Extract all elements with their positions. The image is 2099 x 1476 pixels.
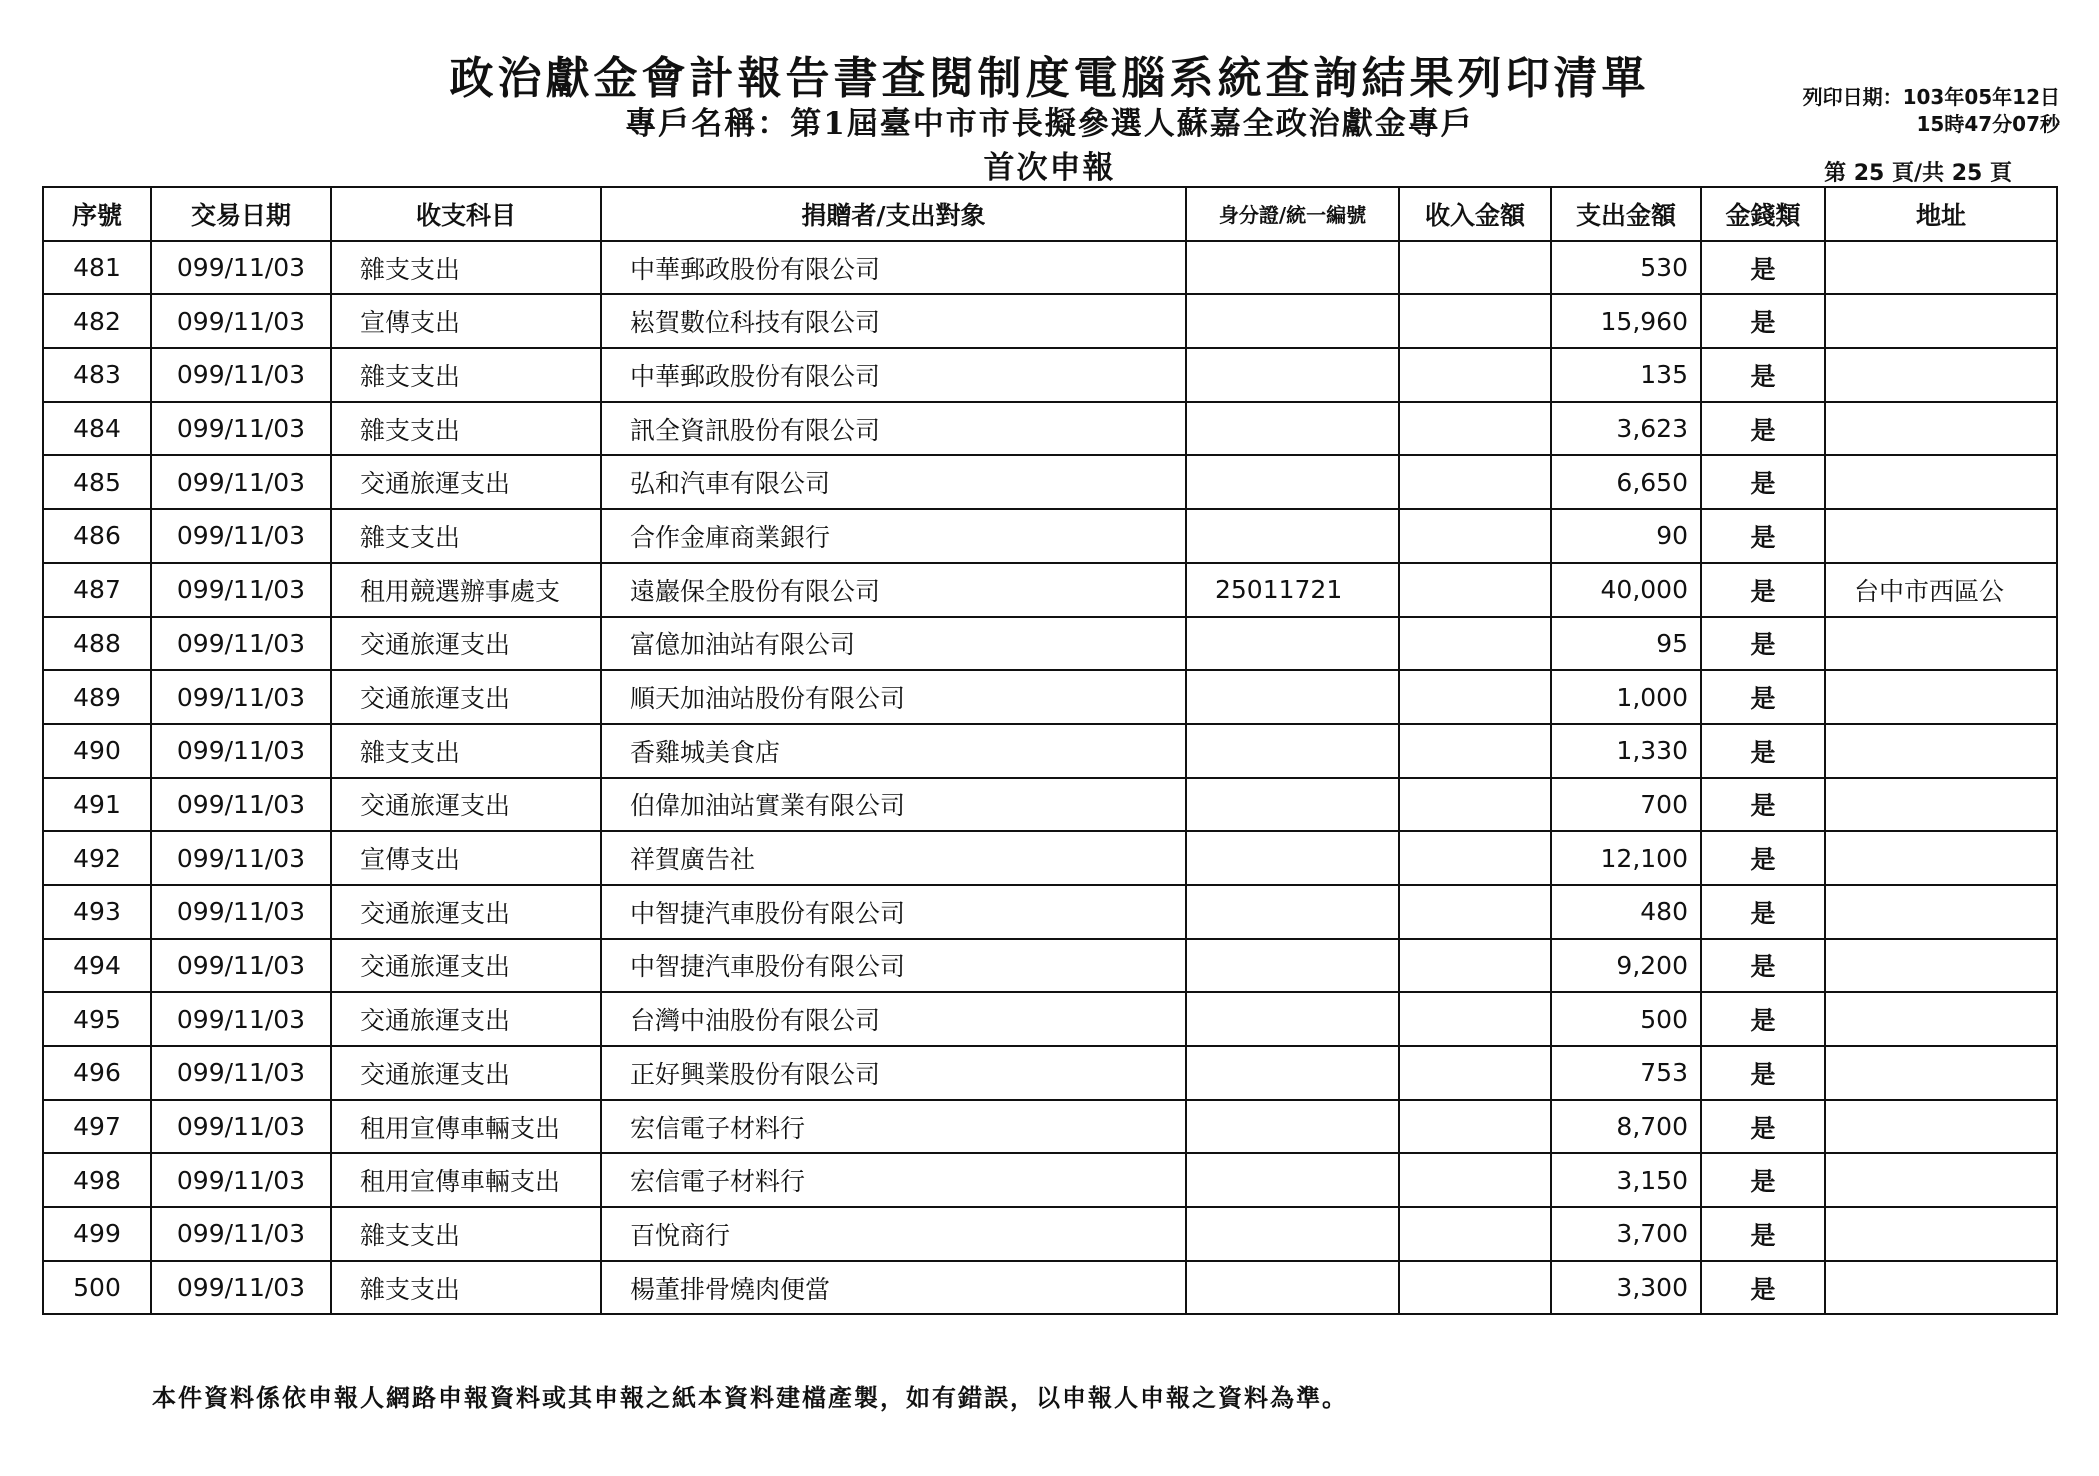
expense-cell: 530 bbox=[1551, 241, 1701, 295]
payee-cell: 中華郵政股份有限公司 bbox=[601, 348, 1186, 402]
category-cell: 雜支支出 bbox=[331, 348, 601, 402]
date-cell: 099/11/03 bbox=[151, 939, 331, 993]
category-cell: 租用競選辦事處支 bbox=[331, 563, 601, 617]
print-date-line: 列印日期：103年05年12日 bbox=[1802, 85, 2060, 109]
category-cell: 雜支支出 bbox=[331, 402, 601, 456]
income-cell bbox=[1399, 1207, 1551, 1261]
report-type: 首次申報 bbox=[983, 150, 1116, 186]
account-name: 專戶名稱：第1屆臺中市市長擬參選人蘇嘉全政治獻金專戶 bbox=[625, 106, 1474, 142]
date-cell: 099/11/03 bbox=[151, 402, 331, 456]
column-header-seq: 序號 bbox=[43, 187, 151, 241]
table-row bbox=[43, 402, 2057, 456]
monetary-cell: 是 bbox=[1701, 241, 1825, 295]
monetary-cell: 是 bbox=[1701, 992, 1825, 1046]
date-cell: 099/11/03 bbox=[151, 348, 331, 402]
payee-cell: 中華郵政股份有限公司 bbox=[601, 241, 1186, 295]
seq-cell: 485 bbox=[43, 455, 151, 509]
income-cell bbox=[1399, 939, 1551, 993]
id-cell bbox=[1186, 724, 1399, 778]
print-time-line: 15時47分07秒 bbox=[1916, 112, 2060, 136]
id-cell bbox=[1186, 1153, 1399, 1207]
income-cell bbox=[1399, 1153, 1551, 1207]
column-header-monetary: 金錢類 bbox=[1701, 187, 1825, 241]
id-cell: 25011721 bbox=[1186, 563, 1399, 617]
date-cell: 099/11/03 bbox=[151, 509, 331, 563]
date-cell: 099/11/03 bbox=[151, 455, 331, 509]
id-cell bbox=[1186, 1046, 1399, 1100]
income-cell bbox=[1399, 402, 1551, 456]
id-cell bbox=[1186, 1261, 1399, 1315]
income-cell bbox=[1399, 241, 1551, 295]
expense-cell: 8,700 bbox=[1551, 1100, 1701, 1154]
column-header-payee: 捐贈者/支出對象 bbox=[601, 187, 1186, 241]
category-cell: 交通旅運支出 bbox=[331, 885, 601, 939]
monetary-cell: 是 bbox=[1701, 1046, 1825, 1100]
seq-cell: 494 bbox=[43, 939, 151, 993]
expense-cell: 135 bbox=[1551, 348, 1701, 402]
date-cell: 099/11/03 bbox=[151, 724, 331, 778]
address-cell bbox=[1825, 778, 2057, 832]
monetary-cell: 是 bbox=[1701, 348, 1825, 402]
table-row bbox=[43, 724, 2057, 778]
income-cell bbox=[1399, 617, 1551, 671]
address-cell: 台中市西區公 bbox=[1825, 563, 2057, 617]
income-cell bbox=[1399, 992, 1551, 1046]
seq-cell: 489 bbox=[43, 670, 151, 724]
document-title: 政治獻金會計報告書查閱制度電腦系統查詢結果列印清單 bbox=[449, 53, 1650, 104]
column-header-date: 交易日期 bbox=[151, 187, 331, 241]
table-row bbox=[43, 1153, 2057, 1207]
table-row bbox=[43, 831, 2057, 885]
address-cell bbox=[1825, 617, 2057, 671]
print-date bbox=[1700, 84, 2060, 138]
seq-cell: 487 bbox=[43, 563, 151, 617]
monetary-cell: 是 bbox=[1701, 294, 1825, 348]
expense-cell: 40,000 bbox=[1551, 563, 1701, 617]
income-cell bbox=[1399, 831, 1551, 885]
address-cell bbox=[1825, 455, 2057, 509]
expense-cell: 3,623 bbox=[1551, 402, 1701, 456]
category-cell: 交通旅運支出 bbox=[331, 617, 601, 671]
column-header-category: 收支科目 bbox=[331, 187, 601, 241]
expense-cell: 9,200 bbox=[1551, 939, 1701, 993]
date-cell: 099/11/03 bbox=[151, 778, 331, 832]
income-cell bbox=[1399, 509, 1551, 563]
column-header-id: 身分證/統一編號 bbox=[1186, 187, 1399, 241]
income-cell bbox=[1399, 724, 1551, 778]
address-cell bbox=[1825, 885, 2057, 939]
income-cell bbox=[1399, 670, 1551, 724]
table-body bbox=[43, 241, 2057, 1315]
category-cell: 宣傳支出 bbox=[331, 831, 601, 885]
monetary-cell: 是 bbox=[1701, 1153, 1825, 1207]
date-cell: 099/11/03 bbox=[151, 563, 331, 617]
expense-cell: 12,100 bbox=[1551, 831, 1701, 885]
date-cell: 099/11/03 bbox=[151, 1261, 331, 1315]
address-cell bbox=[1825, 294, 2057, 348]
category-cell: 交通旅運支出 bbox=[331, 939, 601, 993]
income-cell bbox=[1399, 885, 1551, 939]
income-cell bbox=[1399, 1261, 1551, 1315]
id-cell bbox=[1186, 831, 1399, 885]
table-row bbox=[43, 939, 2057, 993]
category-cell: 雜支支出 bbox=[331, 1261, 601, 1315]
address-cell bbox=[1825, 724, 2057, 778]
table-row bbox=[43, 455, 2057, 509]
table-row bbox=[43, 885, 2057, 939]
expense-cell: 3,300 bbox=[1551, 1261, 1701, 1315]
table-row bbox=[43, 992, 2057, 1046]
id-cell bbox=[1186, 1100, 1399, 1154]
address-cell bbox=[1825, 1153, 2057, 1207]
address-cell bbox=[1825, 831, 2057, 885]
date-cell: 099/11/03 bbox=[151, 241, 331, 295]
id-cell bbox=[1186, 670, 1399, 724]
table-row bbox=[43, 778, 2057, 832]
date-cell: 099/11/03 bbox=[151, 1046, 331, 1100]
date-cell: 099/11/03 bbox=[151, 992, 331, 1046]
expense-cell: 753 bbox=[1551, 1046, 1701, 1100]
address-cell bbox=[1825, 348, 2057, 402]
seq-cell: 492 bbox=[43, 831, 151, 885]
address-cell bbox=[1825, 241, 2057, 295]
date-cell: 099/11/03 bbox=[151, 1100, 331, 1154]
monetary-cell: 是 bbox=[1701, 831, 1825, 885]
payee-cell: 正好興業股份有限公司 bbox=[601, 1046, 1186, 1100]
expense-cell: 500 bbox=[1551, 992, 1701, 1046]
payee-cell: 祥賀廣告社 bbox=[601, 831, 1186, 885]
expense-cell: 480 bbox=[1551, 885, 1701, 939]
page-info: 第 25 頁/共 25 頁 bbox=[1824, 161, 2012, 186]
table-row bbox=[43, 563, 2057, 617]
category-cell: 雜支支出 bbox=[331, 509, 601, 563]
payee-cell: 富億加油站有限公司 bbox=[601, 617, 1186, 671]
expense-cell: 1,000 bbox=[1551, 670, 1701, 724]
transactions-table bbox=[42, 186, 2058, 1315]
expense-cell: 90 bbox=[1551, 509, 1701, 563]
table-row bbox=[43, 670, 2057, 724]
table-row bbox=[43, 509, 2057, 563]
income-cell bbox=[1399, 294, 1551, 348]
payee-cell: 百悅商行 bbox=[601, 1207, 1186, 1261]
seq-cell: 500 bbox=[43, 1261, 151, 1315]
address-cell bbox=[1825, 939, 2057, 993]
monetary-cell: 是 bbox=[1701, 670, 1825, 724]
category-cell: 宣傳支出 bbox=[331, 294, 601, 348]
date-cell: 099/11/03 bbox=[151, 885, 331, 939]
income-cell bbox=[1399, 1100, 1551, 1154]
income-cell bbox=[1399, 1046, 1551, 1100]
monetary-cell: 是 bbox=[1701, 724, 1825, 778]
monetary-cell: 是 bbox=[1701, 885, 1825, 939]
table-row bbox=[43, 241, 2057, 295]
id-cell bbox=[1186, 885, 1399, 939]
date-cell: 099/11/03 bbox=[151, 1153, 331, 1207]
table-row bbox=[43, 1261, 2057, 1315]
monetary-cell: 是 bbox=[1701, 509, 1825, 563]
category-cell: 交通旅運支出 bbox=[331, 455, 601, 509]
id-cell bbox=[1186, 455, 1399, 509]
date-cell: 099/11/03 bbox=[151, 294, 331, 348]
address-cell bbox=[1825, 1046, 2057, 1100]
id-cell bbox=[1186, 778, 1399, 832]
footer-note: 本件資料係依申報人網路申報資料或其申報之紙本資料建檔產製，如有錯誤，以申報人申報之資料為準。 bbox=[152, 1384, 1348, 1412]
column-header-expense: 支出金額 bbox=[1551, 187, 1701, 241]
table-row bbox=[43, 348, 2057, 402]
payee-cell: 伯偉加油站實業有限公司 bbox=[601, 778, 1186, 832]
table-row bbox=[43, 1100, 2057, 1154]
id-cell bbox=[1186, 348, 1399, 402]
seq-cell: 484 bbox=[43, 402, 151, 456]
payee-cell: 楊董排骨燒肉便當 bbox=[601, 1261, 1186, 1315]
address-cell bbox=[1825, 402, 2057, 456]
payee-cell: 中智捷汽車股份有限公司 bbox=[601, 885, 1186, 939]
monetary-cell: 是 bbox=[1701, 617, 1825, 671]
monetary-cell: 是 bbox=[1701, 1207, 1825, 1261]
address-cell bbox=[1825, 1207, 2057, 1261]
expense-cell: 3,700 bbox=[1551, 1207, 1701, 1261]
income-cell bbox=[1399, 348, 1551, 402]
payee-cell: 訊全資訊股份有限公司 bbox=[601, 402, 1186, 456]
seq-cell: 488 bbox=[43, 617, 151, 671]
monetary-cell: 是 bbox=[1701, 1100, 1825, 1154]
id-cell bbox=[1186, 294, 1399, 348]
income-cell bbox=[1399, 455, 1551, 509]
date-cell: 099/11/03 bbox=[151, 831, 331, 885]
id-cell bbox=[1186, 402, 1399, 456]
expense-cell: 15,960 bbox=[1551, 294, 1701, 348]
table-row bbox=[43, 1207, 2057, 1261]
seq-cell: 496 bbox=[43, 1046, 151, 1100]
id-cell bbox=[1186, 939, 1399, 993]
category-cell: 租用宣傳車輛支出 bbox=[331, 1100, 601, 1154]
monetary-cell: 是 bbox=[1701, 778, 1825, 832]
seq-cell: 483 bbox=[43, 348, 151, 402]
seq-cell: 481 bbox=[43, 241, 151, 295]
seq-cell: 491 bbox=[43, 778, 151, 832]
income-cell bbox=[1399, 563, 1551, 617]
date-cell: 099/11/03 bbox=[151, 1207, 331, 1261]
income-cell bbox=[1399, 778, 1551, 832]
expense-cell: 700 bbox=[1551, 778, 1701, 832]
seq-cell: 486 bbox=[43, 509, 151, 563]
seq-cell: 490 bbox=[43, 724, 151, 778]
category-cell: 雜支支出 bbox=[331, 1207, 601, 1261]
table-header-row bbox=[43, 187, 2057, 241]
category-cell: 交通旅運支出 bbox=[331, 778, 601, 832]
monetary-cell: 是 bbox=[1701, 563, 1825, 617]
column-header-address: 地址 bbox=[1825, 187, 2057, 241]
monetary-cell: 是 bbox=[1701, 455, 1825, 509]
id-cell bbox=[1186, 617, 1399, 671]
payee-cell: 遠巖保全股份有限公司 bbox=[601, 563, 1186, 617]
address-cell bbox=[1825, 1100, 2057, 1154]
payee-cell: 順天加油站股份有限公司 bbox=[601, 670, 1186, 724]
address-cell bbox=[1825, 1261, 2057, 1315]
payee-cell: 弘和汽車有限公司 bbox=[601, 455, 1186, 509]
payee-cell: 中智捷汽車股份有限公司 bbox=[601, 939, 1186, 993]
address-cell bbox=[1825, 670, 2057, 724]
column-header-income: 收入金額 bbox=[1399, 187, 1551, 241]
payee-cell: 香雞城美食店 bbox=[601, 724, 1186, 778]
monetary-cell: 是 bbox=[1701, 402, 1825, 456]
seq-cell: 498 bbox=[43, 1153, 151, 1207]
id-cell bbox=[1186, 241, 1399, 295]
seq-cell: 495 bbox=[43, 992, 151, 1046]
payee-cell: 崧賀數位科技有限公司 bbox=[601, 294, 1186, 348]
category-cell: 雜支支出 bbox=[331, 724, 601, 778]
monetary-cell: 是 bbox=[1701, 939, 1825, 993]
payee-cell: 宏信電子材料行 bbox=[601, 1100, 1186, 1154]
category-cell: 交通旅運支出 bbox=[331, 1046, 601, 1100]
expense-cell: 6,650 bbox=[1551, 455, 1701, 509]
payee-cell: 台灣中油股份有限公司 bbox=[601, 992, 1186, 1046]
date-cell: 099/11/03 bbox=[151, 617, 331, 671]
table-row bbox=[43, 1046, 2057, 1100]
category-cell: 交通旅運支出 bbox=[331, 992, 601, 1046]
payee-cell: 合作金庫商業銀行 bbox=[601, 509, 1186, 563]
seq-cell: 497 bbox=[43, 1100, 151, 1154]
payee-cell: 宏信電子材料行 bbox=[601, 1153, 1186, 1207]
seq-cell: 499 bbox=[43, 1207, 151, 1261]
seq-cell: 493 bbox=[43, 885, 151, 939]
category-cell: 交通旅運支出 bbox=[331, 670, 601, 724]
seq-cell: 482 bbox=[43, 294, 151, 348]
date-cell: 099/11/03 bbox=[151, 670, 331, 724]
expense-cell: 95 bbox=[1551, 617, 1701, 671]
expense-cell: 1,330 bbox=[1551, 724, 1701, 778]
id-cell bbox=[1186, 509, 1399, 563]
expense-cell: 3,150 bbox=[1551, 1153, 1701, 1207]
category-cell: 租用宣傳車輛支出 bbox=[331, 1153, 601, 1207]
id-cell bbox=[1186, 1207, 1399, 1261]
id-cell bbox=[1186, 992, 1399, 1046]
address-cell bbox=[1825, 509, 2057, 563]
table-row bbox=[43, 617, 2057, 671]
monetary-cell: 是 bbox=[1701, 1261, 1825, 1315]
table-row bbox=[43, 294, 2057, 348]
address-cell bbox=[1825, 992, 2057, 1046]
category-cell: 雜支支出 bbox=[331, 241, 601, 295]
